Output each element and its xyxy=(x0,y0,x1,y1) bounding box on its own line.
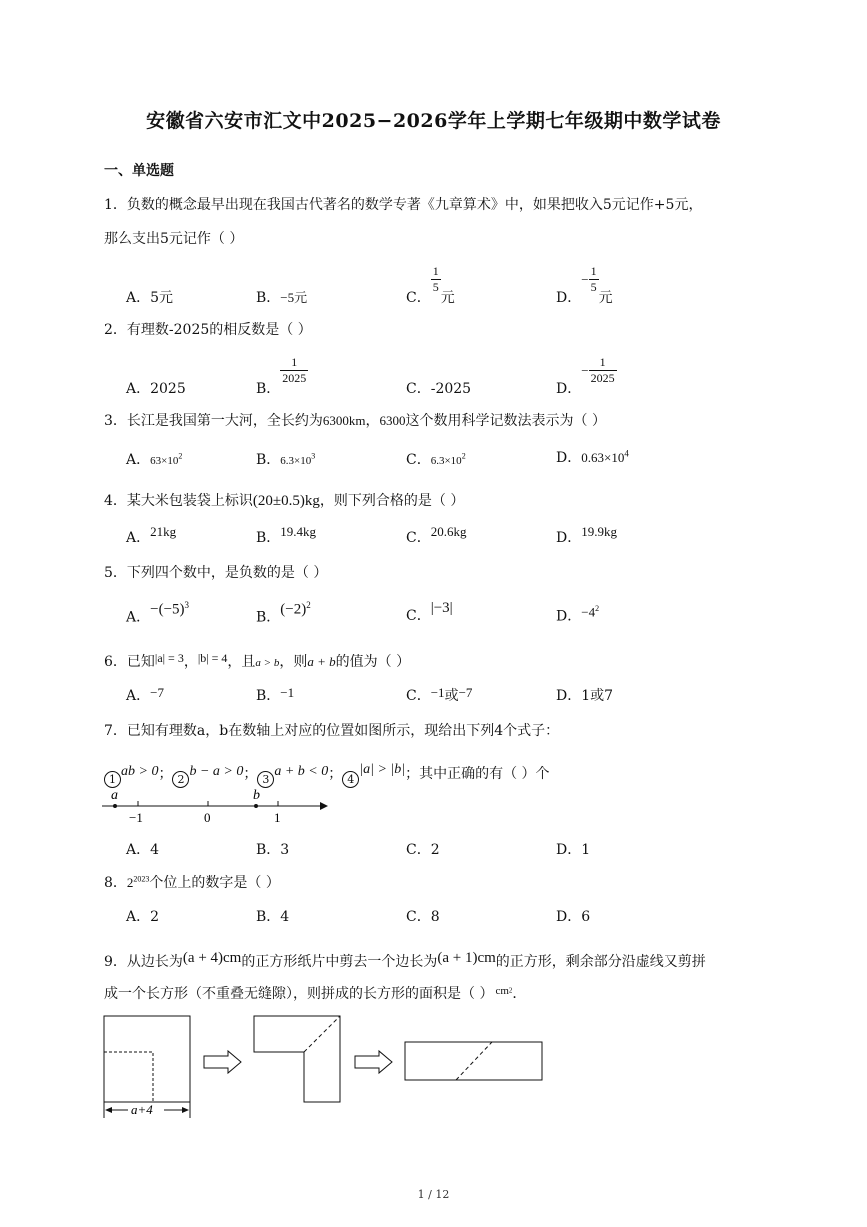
dim-arrow-left xyxy=(105,1107,112,1113)
q6-option-c: C．−1或−7 xyxy=(406,685,473,704)
q8-option-b: B．4 xyxy=(256,909,290,925)
question-5-text: 5．下列四个数中，是负数的是（ ） xyxy=(104,565,328,581)
question-7-statements: 1ab > 0； 2b − a > 0； 3a + b < 0； 4|a| > |b|；其中正确的有（ ）个 xyxy=(104,762,550,788)
question-1-text: 1．负数的概念最早出现在我国古代著名的数学专著《九章算术》中，如果把收入5元记作+5元， xyxy=(104,197,703,213)
big-square xyxy=(104,1016,190,1102)
number-line-arrow xyxy=(320,802,328,810)
number-line xyxy=(98,786,338,826)
q1-option-c: C． $\frac{1}{5}$ 元 xyxy=(406,264,455,306)
circled-2: 2 xyxy=(172,771,189,788)
q8-option-a: A．2 xyxy=(126,909,160,925)
q4-option-d: D．19.9kg xyxy=(556,524,617,546)
arrow-1-icon xyxy=(204,1051,241,1073)
circled-4: 4 xyxy=(342,771,359,788)
label-0: 0 xyxy=(204,810,211,825)
q4-option-a: A．21kg xyxy=(126,524,177,546)
question-9-text-cont: 成一个长方形（不重叠无缝隙），则拼成的长方形的面积是（ ） $^{cm2}$． xyxy=(104,985,527,1002)
rectangle-diagonal xyxy=(456,1042,492,1080)
point-a xyxy=(113,804,117,808)
label-1: 1 xyxy=(274,810,281,825)
exam-title: 安徽省六安市汇文中2025−2026学年上学期七年级期中数学试卷 xyxy=(146,110,721,132)
circled-3: 3 xyxy=(257,771,274,788)
q6-option-b: B．−1 xyxy=(256,685,295,704)
question-1-text-cont: 那么支出5元记作（ ） xyxy=(104,231,244,247)
label-minus-1: −1 xyxy=(129,810,143,825)
q3-option-b: B．$6.3\times 10^3$ xyxy=(256,451,316,468)
q6-option-d: D．1或7 xyxy=(556,688,614,704)
question-2-text: 2．有理数-2025的相反数是（ ） xyxy=(104,322,312,338)
question-9-text: 9．从边长为(a + 4)cm的正方形纸片中剪去一个边长为(a + 1)cm的正方形，剩余部分沿虚线又剪拼 xyxy=(104,950,706,970)
q5-option-c: C．|−3| xyxy=(406,600,453,624)
label-a: a xyxy=(111,788,118,803)
question-8-text: 8．$2^{2023}$个位上的数字是（ ） xyxy=(104,874,280,891)
q7-option-b: B．3 xyxy=(256,842,290,858)
page-number: 1 / 12 xyxy=(417,1188,450,1201)
q2-option-c: C．-2025 xyxy=(406,381,472,397)
dim-arrow-right xyxy=(182,1107,189,1113)
q7-option-c: C．2 xyxy=(406,842,440,858)
point-b xyxy=(254,804,258,808)
question-4-text: 4．某大米包装袋上标识(20±0.5)kg，则下列合格的是（ ） xyxy=(104,493,465,509)
arrow-2-icon xyxy=(355,1051,392,1073)
q5-option-a: A．$-(-5)^3$ xyxy=(126,600,190,626)
q7-option-a: A．4 xyxy=(126,842,160,858)
q8-option-c: C．8 xyxy=(406,909,440,925)
l-shape-diagonal xyxy=(304,1016,340,1052)
q4-option-b: B．19.4kg xyxy=(256,524,317,546)
q1-option-d: D．− $\frac{1}{5}$ 元 xyxy=(556,264,613,306)
q8-option-d: D．6 xyxy=(556,909,591,925)
question-7-text: 7．已知有理数a，b在数轴上对应的位置如图所示，现给出下列4个式子： xyxy=(104,723,560,739)
circled-1: 1 xyxy=(104,771,121,788)
q1-option-b: B．−5元 xyxy=(256,290,308,306)
q7-option-d: D．1 xyxy=(556,842,591,858)
result-rectangle xyxy=(405,1042,542,1080)
question-3-text: 3．长江是我国第一大河，全长约为6300km，6300这个数用科学记数法表示为（ ） xyxy=(104,413,606,429)
dim-label: a+4 xyxy=(131,1102,153,1117)
q3-option-c: C．$6.3\times 10^2$ xyxy=(406,451,466,468)
q2-option-d: D．− $\frac{1}{2025}$ xyxy=(556,355,615,397)
q1-option-a: A．5元 xyxy=(126,290,174,306)
q9-figure xyxy=(98,1010,558,1125)
label-b: b xyxy=(253,788,260,803)
q5-option-b: B．$(-2)^2$ xyxy=(256,600,311,626)
q6-option-a: A．−7 xyxy=(126,685,164,704)
q4-option-c: C．20.6kg xyxy=(406,524,467,546)
l-shape xyxy=(254,1016,340,1102)
cut-square-dashed xyxy=(104,1052,153,1102)
q3-option-a: A．$63\times 10^2$ xyxy=(126,451,183,468)
q2-option-a: A．2025 xyxy=(126,381,186,397)
q5-option-d: D．$-4^2$ xyxy=(556,604,600,625)
q2-option-b: B． $\frac{1}{2025}$ xyxy=(256,355,307,397)
question-6-text: 6．已知|a| = 3，|b| = 4，且a > b，则a + b的值为（ ） xyxy=(104,651,411,670)
section-heading: 一、单选题 xyxy=(104,163,174,179)
q3-option-d: D．$0.63\times 10^4$ xyxy=(556,448,629,466)
